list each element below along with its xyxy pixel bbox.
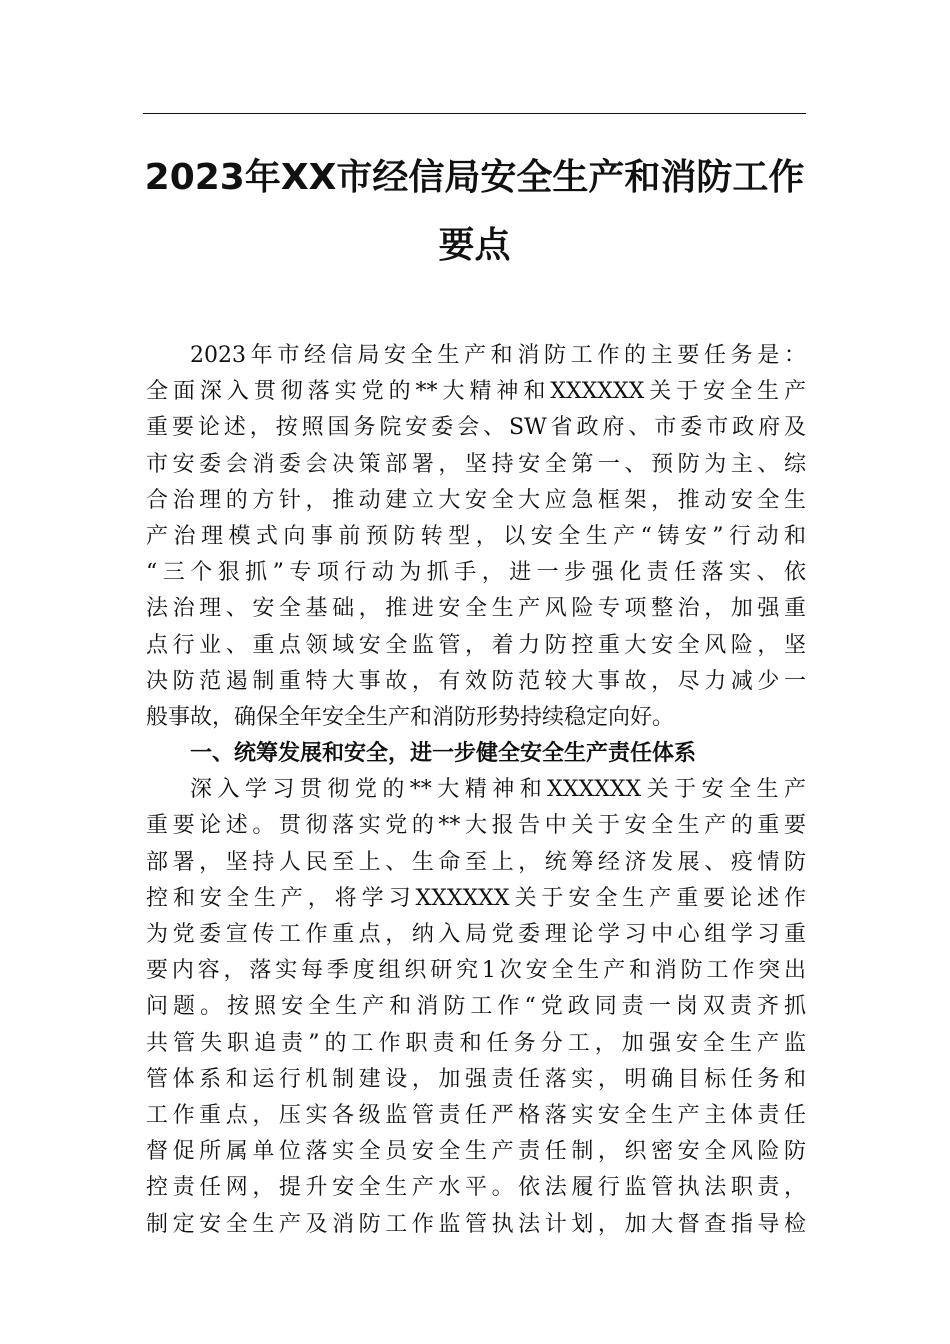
text-line: 重要论述。贯彻落实党的**大报告中关于安全生产的重要	[146, 813, 806, 839]
text-line: 点行业、重点领域安全监管，着力防控重大安全风险，坚	[146, 632, 806, 658]
title-line: 2023年XX市经信局安全生产和消防工作	[144, 157, 805, 198]
text-line: 工作重点，压实各级监管责任严格落实安全生产主体责任	[146, 1102, 806, 1128]
text-line: 制定安全生产及消防工作监管执法计划，加大督查指导检	[146, 1211, 806, 1237]
text-line: 产治理模式向事前预防转型，以安全生产“铸安”行动和	[146, 523, 806, 549]
document-body	[146, 338, 806, 1243]
text-line: 市安委会消委会决策部署，坚持安全第一、预防为主、综	[146, 451, 806, 477]
text-line: 合治理的方针，推动建立大安全大应急框架，推动安全生	[146, 487, 806, 513]
text-line: 全面深入贯彻落实党的**大精神和XXXXXX关于安全生产	[146, 379, 806, 405]
text-line: 问题。按照安全生产和消防工作“党政同责一岗双责齐抓	[146, 994, 806, 1020]
text-line: “三个狠抓”专项行动为抓手，进一步强化责任落实、依	[146, 560, 806, 586]
header-rule	[143, 113, 806, 114]
text-line: 法治理、安全基础，推进安全生产风险专项整治，加强重	[146, 596, 806, 622]
text-line: 控责任网，提升安全生产水平。依法履行监管执法职责，	[146, 1175, 806, 1201]
text-line: 决防范遏制重特大事故，有效防范较大事故，尽力减少一	[146, 668, 806, 694]
text-line: 般事故，确保全年安全生产和消防形势持续稳定向好。	[146, 704, 675, 730]
document-title	[143, 144, 806, 280]
text-line: 管体系和运行机制建设，加强责任落实，明确目标任务和	[146, 1066, 806, 1092]
text-line: 重要论述，按照国务院安委会、SW省政府、市委市政府及	[146, 415, 806, 441]
text-line: 要内容，落实每季度组织研究1次安全生产和消防工作突出	[146, 958, 806, 984]
section-heading: 一、统筹发展和安全，进一步健全安全生产责任体系	[190, 741, 697, 767]
text-line: 共管失职追责”的工作职责和任务分工，加强安全生产监	[146, 1030, 806, 1056]
text-line: 2023年市经信局安全生产和消防工作的主要任务是：	[190, 343, 806, 368]
text-line: 控和安全生产，将学习XXXXXX关于安全生产重要论述作	[146, 885, 806, 911]
text-line: 部署，坚持人民至上、生命至上，统筹经济发展、疫情防	[146, 849, 806, 875]
title-line: 要点	[438, 225, 511, 266]
text-line: 为党委宣传工作重点，纳入局党委理论学习中心组学习重	[146, 922, 806, 947]
text-line: 深入学习贯彻党的**大精神和XXXXXX关于安全生产	[190, 777, 806, 803]
text-line: 督促所属单位落实全员安全生产责任制，织密安全风险防	[146, 1139, 806, 1165]
